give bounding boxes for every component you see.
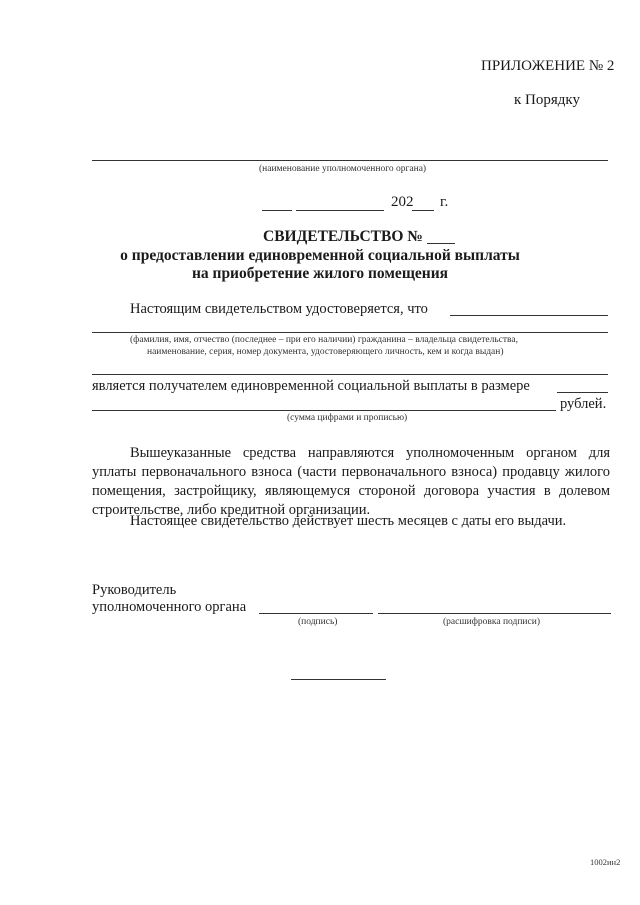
rubles-label: рублей. bbox=[560, 396, 607, 412]
date-year: 202 bbox=[391, 194, 414, 210]
sum-line-2 bbox=[92, 410, 556, 411]
holder-caption-1: (фамилия, имя, отчество (последнее – при его наличии) гражданина – владельца свидетельства, bbox=[130, 335, 518, 345]
signature-line bbox=[259, 613, 373, 614]
holder-name-line-1 bbox=[450, 315, 608, 316]
date-year-blank bbox=[412, 210, 434, 211]
certificate-subtitle-2: на приобретение жилого помещения bbox=[191, 265, 449, 282]
authority-caption: (наименование уполномоченного органа) bbox=[259, 164, 427, 174]
date-suffix: г. bbox=[440, 194, 449, 210]
signature-decode-caption: (расшифровка подписи) bbox=[443, 617, 540, 627]
order-reference: к Порядку bbox=[514, 92, 580, 108]
sum-line-1 bbox=[557, 392, 608, 393]
validity-paragraph: Настоящее свидетельство действует шесть месяцев с даты его выдачи. bbox=[130, 513, 567, 529]
signature-role-1: Руководитель bbox=[92, 582, 177, 598]
certificate-number-line bbox=[427, 243, 455, 244]
holder-name-line-3 bbox=[92, 374, 608, 375]
appendix-number: ПРИЛОЖЕНИЕ № 2 bbox=[481, 58, 615, 74]
authority-name-line bbox=[92, 160, 608, 161]
certificate-subtitle-1: о предоставлении единовременной социальной выплаты bbox=[120, 247, 520, 264]
signature-role-2: уполномоченного органа bbox=[92, 599, 247, 615]
signature-caption: (подпись) bbox=[298, 617, 338, 627]
date-month-line bbox=[296, 210, 384, 211]
certify-intro: Настоящим свидетельством удостоверяется, что bbox=[130, 301, 428, 317]
holder-caption-2: наименование, серия, номер документа, удостоверяющего личность, кем и когда выдан) bbox=[147, 347, 504, 357]
date-day-line bbox=[262, 210, 292, 211]
sum-caption: (сумма цифрами и прописью) bbox=[287, 413, 408, 423]
certificate-title: СВИДЕТЕЛЬСТВО № bbox=[263, 228, 423, 245]
document-code: 1002ин2 bbox=[590, 857, 621, 867]
holder-name-line-2 bbox=[92, 332, 608, 333]
recipient-text: является получателем единовременной социальной выплаты в размере bbox=[92, 378, 530, 394]
closing-rule bbox=[291, 679, 386, 680]
funds-paragraph: Вышеуказанные средства направляются уполномоченным органом для уплаты первоначального взноса (части первоначального взноса) продавцу жилого помещения, застройщику, являющемуся стороной договора участия в долевом строительстве, либо кредитной организации. bbox=[92, 445, 610, 518]
signature-decode-line bbox=[378, 613, 611, 614]
